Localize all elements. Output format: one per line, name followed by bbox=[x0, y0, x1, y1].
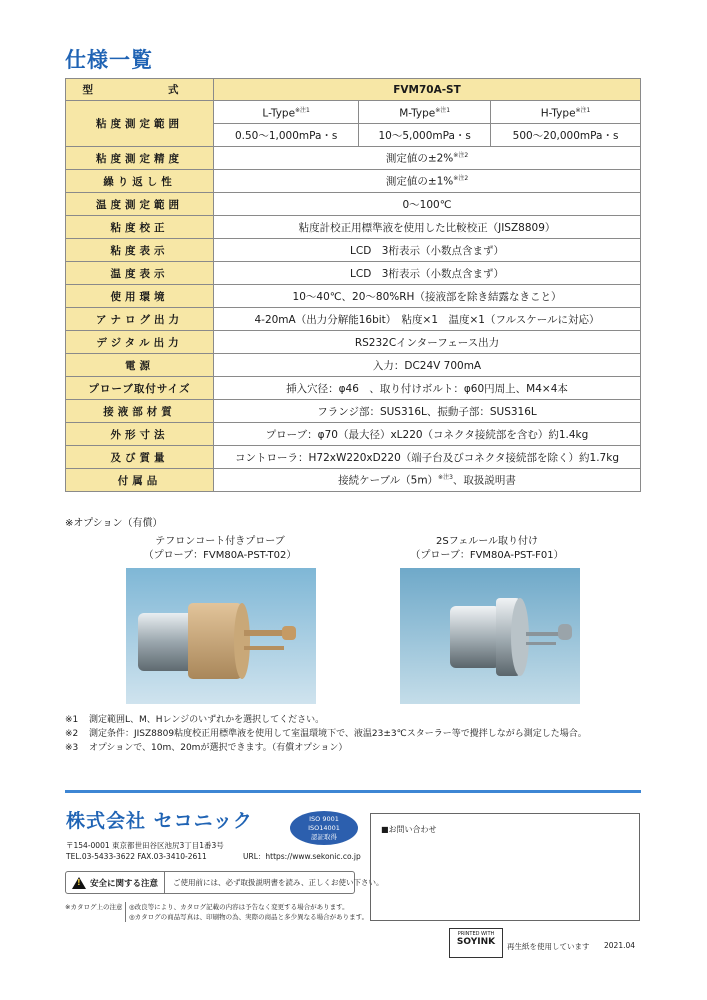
row-value: RS232Cインターフェース出力 bbox=[214, 331, 641, 354]
footnotes bbox=[65, 713, 587, 755]
row-label: 粘度測定精度 bbox=[66, 147, 214, 170]
warning-icon bbox=[72, 877, 86, 889]
table-row bbox=[66, 377, 641, 400]
model-value: FVM70A-ST bbox=[214, 79, 641, 101]
row-value: 測定値の±1%$^{※注2}$ bbox=[214, 170, 641, 193]
contact-title: ■お問い合わせ bbox=[381, 825, 437, 834]
footnote: ※1 測定範囲L、M、Hレンジのいずれかを選択してください。 bbox=[65, 715, 325, 725]
table-row bbox=[66, 354, 641, 377]
table-row bbox=[66, 308, 641, 331]
page-title: 仕様一覧 bbox=[65, 48, 153, 72]
row-value: 4-20mA（出力分解能16bit） 粘度×1 温度×1（フルスケールに対応） bbox=[214, 308, 641, 331]
row-label: 付属品 bbox=[66, 469, 214, 492]
section-divider bbox=[65, 790, 641, 793]
range-value-l: 0.50～1,000mPa・s bbox=[214, 124, 359, 147]
option-caption-1: テフロンコート付きプローブ （プローブ：FVM80A-PST-T02） bbox=[143, 536, 297, 561]
row-value: LCD 3桁表示（小数点含まず） bbox=[214, 262, 641, 285]
company-address: 〒154-0001 東京都世田谷区池尻3丁目1番3号 TEL.03-5433-3622 FAX.03-3410-2611 URL：https://www.sekonic.co.jp bbox=[66, 841, 361, 861]
table-row bbox=[66, 262, 641, 285]
table-row bbox=[66, 469, 641, 492]
row-value: 測定値の±2%$^{※注2}$ bbox=[214, 147, 641, 170]
range-value-h: 500～20,000mPa・s bbox=[491, 124, 641, 147]
ferrule-probe-photo bbox=[400, 568, 580, 704]
footnote: ※3 オプションで、10m、20mが選択できます。（有償オプション） bbox=[65, 743, 348, 753]
contact-box bbox=[370, 813, 640, 921]
row-label: デジタル出力 bbox=[66, 331, 214, 354]
row-value: 入力：DC24V 700mA bbox=[214, 354, 641, 377]
row-value: 0～100℃ bbox=[214, 193, 641, 216]
range-type-l: L-Type$^{※注1}$ bbox=[214, 101, 359, 124]
row-value: 10～40℃、20～80%RH（接液部を除き結露なきこと） bbox=[214, 285, 641, 308]
safety-title: ! 安全に関する注意 bbox=[66, 872, 165, 893]
option-caption-2: 2Sフェルール取り付け （プローブ：FVM80A-PST-F01） bbox=[410, 536, 564, 561]
row-value: フランジ部：SUS316L、振動子部：SUS316L bbox=[214, 400, 641, 423]
table-row bbox=[66, 147, 641, 170]
iso-badge: ISO 9001 ISO14001 認証取得 bbox=[290, 811, 358, 845]
row-label: 粘度表示 bbox=[66, 239, 214, 262]
company-name: 株式会社 セコニック bbox=[66, 810, 253, 832]
teflon-probe-photo bbox=[126, 568, 316, 704]
table-row bbox=[66, 446, 641, 469]
row-label: 電源 bbox=[66, 354, 214, 377]
row-value: コントローラ：H72xW220xD220（端子台及びコネクタ接続部を除く）約1.7kg bbox=[214, 446, 641, 469]
safety-notice bbox=[65, 871, 384, 894]
row-label: 外形寸法 bbox=[66, 423, 214, 446]
row-value: 接続ケーブル$(5m)^{※注3}$、取扱説明書 bbox=[214, 469, 641, 492]
options-heading: ※オプション（有償） bbox=[65, 518, 163, 529]
row-label: 温度表示 bbox=[66, 262, 214, 285]
publish-date: 2021.04 bbox=[604, 941, 636, 950]
row-label: プローブ取付サイズ bbox=[66, 377, 214, 400]
row-label: 及び質量 bbox=[66, 446, 214, 469]
table-row bbox=[66, 423, 641, 446]
safety-text: ご使用前には、必ず取扱説明書を読み、正しくお使い下さい。 bbox=[173, 878, 384, 887]
table-row bbox=[66, 400, 641, 423]
range-type-row bbox=[66, 101, 641, 124]
row-label: 粘度校正 bbox=[66, 216, 214, 239]
table-row bbox=[66, 216, 641, 239]
range-label: 粘度測定範囲 bbox=[66, 101, 214, 147]
table-row bbox=[66, 239, 641, 262]
spec-table bbox=[65, 78, 641, 492]
table-row bbox=[66, 193, 641, 216]
table-row bbox=[66, 170, 641, 193]
recycled-paper-note: 再生紙を使用しています bbox=[507, 942, 590, 951]
row-value: プローブ：φ70（最大径）xL220（コネクタ接続部を含む）約1.4kg bbox=[214, 423, 641, 446]
row-label: 接液部材質 bbox=[66, 400, 214, 423]
row-label: 繰り返し性 bbox=[66, 170, 214, 193]
footnote: ※2 測定条件：JISZ8809粘度校正用標準液を使用して室温環境下で、液温23±3℃スターラー等で攪拌しながら測定した場合。 bbox=[65, 729, 587, 739]
range-type-m: M-Type$^{※注1}$ bbox=[359, 101, 491, 124]
row-value: LCD 3桁表示（小数点含まず） bbox=[214, 239, 641, 262]
spec-header-row bbox=[66, 79, 641, 101]
website-url[interactable]: URL：https://www.sekonic.co.jp bbox=[243, 852, 361, 861]
model-label: 型 式 bbox=[66, 79, 214, 101]
table-row bbox=[66, 331, 641, 354]
row-label: 使用環境 bbox=[66, 285, 214, 308]
table-row bbox=[66, 285, 641, 308]
range-type-h: H-Type$^{※注1}$ bbox=[491, 101, 641, 124]
row-label: アナログ出力 bbox=[66, 308, 214, 331]
row-value: 粘度計校正用標準液を使用した比較校正（JISZ8809） bbox=[214, 216, 641, 239]
row-label: 温度測定範囲 bbox=[66, 193, 214, 216]
soy-ink-logo: PRINTED WITH SOYINK bbox=[449, 928, 503, 958]
row-value: 挿入穴径：φ46 、取り付けボルト：φ60円周上、M4×4本 bbox=[214, 377, 641, 400]
range-value-m: 10～5,000mPa・s bbox=[359, 124, 491, 147]
